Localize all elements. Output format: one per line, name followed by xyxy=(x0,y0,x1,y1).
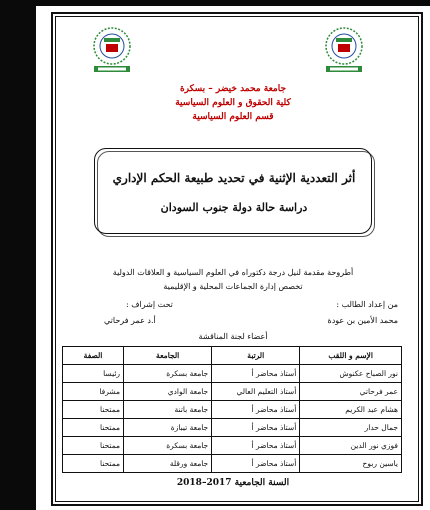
table-header-row xyxy=(63,347,402,365)
member-role: ممتحنا xyxy=(63,437,124,455)
degree-line-1: أطروحة مقدمة لنيل درجة دكتوراه في العلوم السياسية و العلاقات الدولية xyxy=(112,268,354,277)
member-university: جامعة الوادي xyxy=(124,383,212,401)
university-logo-icon xyxy=(86,24,138,76)
left-black-margin xyxy=(0,0,36,510)
student-name: محمد الأمين بن عودة xyxy=(327,316,398,325)
table-row xyxy=(63,401,402,419)
supervisor-label: تحت إشراف : xyxy=(126,300,173,309)
table-row xyxy=(63,455,402,473)
member-role: مشرفا xyxy=(63,383,124,401)
committee-heading: أعضاء لجنة المناقشة xyxy=(198,332,268,341)
member-name: جمال حدار xyxy=(300,419,402,437)
column-header: الرتبة xyxy=(212,347,300,365)
title-box xyxy=(94,148,372,234)
member-rank: أستاذ محاضر أ xyxy=(212,401,300,419)
university-name: جامعة محمد خيضر – بسكرة xyxy=(179,84,287,94)
supervisor-name: أ.د عمر فرحاتي xyxy=(104,316,156,325)
table-row xyxy=(63,365,402,383)
department-name: قسم العلوم السياسية xyxy=(192,112,274,122)
member-university: جامعة باتنة xyxy=(124,401,212,419)
table-row xyxy=(63,437,402,455)
column-header: الصفة xyxy=(63,347,124,365)
column-header: الجامعة xyxy=(124,347,212,365)
document-page xyxy=(36,6,430,510)
member-rank: أستاذ محاضر أ xyxy=(212,437,300,455)
member-university: جامعة ورقلة xyxy=(124,455,212,473)
member-university: جامعة بسكرة xyxy=(124,365,212,383)
member-rank: أستاذ محاضر أ xyxy=(212,419,300,437)
faculty-name: كلية الحقوق و العلوم السياسية xyxy=(175,98,291,108)
member-role: ممتحنا xyxy=(63,455,124,473)
member-role: رئيسا xyxy=(63,365,124,383)
table-row xyxy=(63,383,402,401)
member-rank: أستاذ التعليم العالي xyxy=(212,383,300,401)
member-role: ممتحنا xyxy=(63,401,124,419)
student-label: من إعداد الطالب : xyxy=(336,300,398,309)
member-rank: أستاذ محاضر أ xyxy=(212,365,300,383)
academic-year: السنة الجامعية 2017–2018 xyxy=(176,478,290,488)
member-name: هشام عبد الكريم xyxy=(300,401,402,419)
member-name: ياسين ربوح xyxy=(300,455,402,473)
member-rank: أستاذ محاضر أ xyxy=(212,455,300,473)
member-university: جامعة تيبازة xyxy=(124,419,212,437)
thesis-title: أثر التعددية الإثنية في تحديد طبيعة الحكم الإداري xyxy=(112,171,356,185)
university-logo-icon xyxy=(318,24,370,76)
university-header xyxy=(36,82,430,124)
member-role: ممتحنا xyxy=(63,419,124,437)
member-name: نور الصباح عكنوش xyxy=(300,365,402,383)
member-name: فوزي نور الدين xyxy=(300,437,402,455)
degree-line-2: تخصص إدارة الجماعات المحلية و الإقليمية xyxy=(163,282,303,291)
member-name: عمر فرحاتي xyxy=(300,383,402,401)
table-row xyxy=(63,419,402,437)
column-header: الإسم و اللقب xyxy=(300,347,402,365)
member-university: جامعة بسكرة xyxy=(124,437,212,455)
committee-table xyxy=(62,346,402,473)
thesis-subtitle: دراسة حالة دولة جنوب السودان xyxy=(160,201,308,214)
